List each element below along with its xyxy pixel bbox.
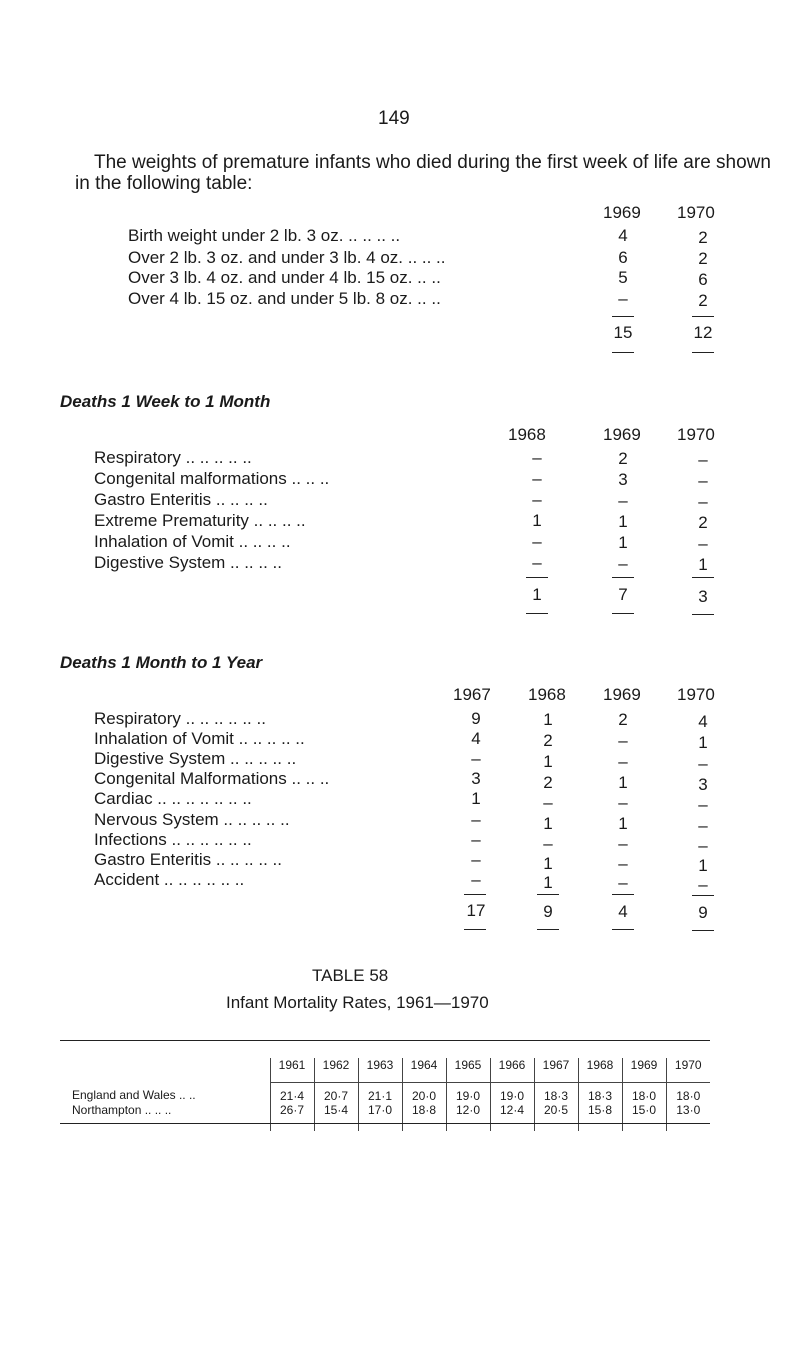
year-header: 1969: [603, 425, 641, 444]
row-label: Digestive System .. .. .. ..: [94, 553, 282, 572]
total-value: 4: [618, 902, 628, 921]
total-rule: [464, 894, 486, 895]
year-header: 1966: [490, 1058, 534, 1082]
cell-value: –: [618, 873, 628, 892]
table-header-row: [60, 1058, 710, 1082]
cell-value: 1: [543, 710, 553, 729]
cell-value: 4: [471, 729, 481, 748]
cell-value: 1: [471, 789, 481, 808]
weights-value: –: [618, 289, 628, 308]
header-blank: [60, 1058, 270, 1082]
row-label: Respiratory .. .. .. .. .. ..: [94, 709, 266, 728]
total-rule: [692, 895, 714, 896]
total-rule: [464, 929, 486, 930]
cell-value: –: [698, 754, 708, 773]
section-heading: Deaths 1 Month to 1 Year: [60, 653, 263, 672]
infant-mortality-table: [60, 1058, 710, 1131]
cell-value: –: [618, 554, 628, 573]
rate-value: 20·7: [314, 1082, 358, 1103]
cell-value: 4: [698, 712, 708, 731]
cell-value: 3: [618, 470, 628, 489]
total-value: 9: [543, 902, 553, 921]
cell-value: 9: [471, 709, 481, 728]
row-label: Accident .. .. .. .. .. ..: [94, 870, 245, 889]
rate-value: 18·8: [402, 1103, 446, 1131]
cell-value: 1: [698, 856, 708, 875]
total-rule: [692, 352, 714, 353]
weights-total: 15: [613, 323, 633, 342]
cell-value: –: [471, 870, 481, 889]
table-bottom-rule: [60, 1123, 710, 1124]
cell-value: 3: [471, 769, 481, 788]
cell-value: 1: [618, 773, 628, 792]
cell-value: –: [471, 850, 481, 869]
total-rule: [612, 613, 634, 614]
rate-value: 12·4: [490, 1103, 534, 1131]
row-label: Extreme Prematurity .. .. .. ..: [94, 511, 306, 530]
total-value: 17: [466, 901, 486, 920]
row-label: Digestive System .. .. .. .. ..: [94, 749, 297, 768]
rate-value: 20·5: [534, 1103, 578, 1131]
cell-value: –: [698, 450, 708, 469]
rate-value: 19·0: [446, 1082, 490, 1103]
cell-value: 1: [698, 555, 708, 574]
cell-value: –: [698, 836, 708, 855]
weights-row-label: Over 4 lb. 15 oz. and under 5 lb. 8 oz. .. ..: [128, 289, 441, 308]
cell-value: 2: [543, 731, 553, 750]
year-header: 1970: [666, 1058, 710, 1082]
total-value: 3: [698, 587, 708, 606]
rate-value: 18·0: [622, 1082, 666, 1103]
rate-value: 18·3: [534, 1082, 578, 1103]
cell-value: –: [471, 749, 481, 768]
row-label: Northampton .. .. ..: [72, 1102, 172, 1117]
table-row: [60, 1082, 710, 1103]
rate-value: 18·0: [666, 1082, 710, 1103]
weights-row-label: Over 3 lb. 4 oz. and under 4 lb. 15 oz. .. ..: [128, 268, 441, 287]
year-header: 1970: [677, 425, 715, 444]
cell-value: –: [698, 534, 708, 553]
rate-value: 13·0: [666, 1103, 710, 1131]
rate-value: 26·7: [270, 1103, 314, 1131]
year-header: 1970: [677, 685, 715, 704]
row-label: Inhalation of Vomit .. .. .. ..: [94, 532, 291, 551]
rate-value: 15·8: [578, 1103, 622, 1131]
total-rule: [526, 613, 548, 614]
rate-value: 12·0: [446, 1103, 490, 1131]
year-header: 1968: [508, 425, 546, 444]
table-top-rule: [60, 1040, 710, 1041]
weights-year-header: 1970: [677, 203, 715, 222]
row-label: Gastro Enteritis .. .. .. ..: [94, 490, 268, 509]
cell-value: –: [543, 793, 553, 812]
cell-value: 2: [618, 449, 628, 468]
row-label: Respiratory .. .. .. .. ..: [94, 448, 252, 467]
cell-value: –: [618, 854, 628, 873]
table-row: [60, 1103, 710, 1131]
cell-value: 1: [543, 814, 553, 833]
cell-value: –: [532, 469, 542, 488]
total-value: 9: [698, 903, 708, 922]
cell-value: –: [618, 793, 628, 812]
weights-value: 2: [698, 228, 708, 247]
year-header: 1967: [453, 685, 491, 704]
total-rule: [537, 894, 559, 895]
total-rule: [537, 929, 559, 930]
cell-value: –: [698, 795, 708, 814]
row-label: Infections .. .. .. .. .. ..: [94, 830, 252, 849]
cell-value: 1: [618, 814, 628, 833]
total-rule: [612, 577, 634, 578]
rate-value: 15·4: [314, 1103, 358, 1131]
total-rule: [612, 352, 634, 353]
total-rule: [692, 316, 714, 317]
total-rule: [692, 614, 714, 615]
table-title: Infant Mortality Rates, 1961—1970: [226, 993, 489, 1012]
cell-value: 1: [543, 854, 553, 873]
year-header: 1965: [446, 1058, 490, 1082]
year-header: 1963: [358, 1058, 402, 1082]
row-label: Nervous System .. .. .. .. ..: [94, 810, 290, 829]
cell-value: –: [532, 532, 542, 551]
row-label: Gastro Enteritis .. .. .. .. ..: [94, 850, 282, 869]
cell-value: 2: [618, 710, 628, 729]
year-header: 1964: [402, 1058, 446, 1082]
cell-value: –: [698, 816, 708, 835]
total-value: 7: [618, 585, 628, 604]
cell-value: –: [471, 810, 481, 829]
row-label: Congenital Malformations .. .. ..: [94, 769, 330, 788]
total-value: 1: [532, 585, 542, 604]
rate-value: 15·0: [622, 1103, 666, 1131]
total-rule: [612, 929, 634, 930]
cell-value: –: [698, 471, 708, 490]
year-header: 1969: [622, 1058, 666, 1082]
weights-value: 6: [618, 248, 628, 267]
year-header: 1969: [603, 685, 641, 704]
weights-value: 4: [618, 226, 628, 245]
weights-total: 12: [693, 323, 713, 342]
weights-row-label: Over 2 lb. 3 oz. and under 3 lb. 4 oz. .. .. ..: [128, 248, 446, 267]
rate-value: 18·3: [578, 1082, 622, 1103]
rate-value: 20·0: [402, 1082, 446, 1103]
weights-year-header: 1969: [603, 203, 641, 222]
section-heading: Deaths 1 Week to 1 Month: [60, 392, 271, 411]
total-rule: [612, 894, 634, 895]
row-label: Congenital malformations .. .. ..: [94, 469, 330, 488]
weights-value: 2: [698, 291, 708, 310]
cell-value: –: [532, 490, 542, 509]
cell-value: 1: [532, 511, 542, 530]
year-header: 1967: [534, 1058, 578, 1082]
cell-value: 2: [698, 513, 708, 532]
cell-value: –: [698, 492, 708, 511]
rate-value: 21·4: [270, 1082, 314, 1103]
cell-value: 3: [698, 775, 708, 794]
weights-row-label: Birth weight under 2 lb. 3 oz. .. .. .. ..: [128, 226, 401, 245]
year-header: 1962: [314, 1058, 358, 1082]
cell-value: –: [471, 830, 481, 849]
cell-value: –: [618, 834, 628, 853]
cell-value: –: [618, 491, 628, 510]
year-header: 1961: [270, 1058, 314, 1082]
total-rule: [526, 577, 548, 578]
cell-value: –: [618, 752, 628, 771]
cell-value: 2: [543, 773, 553, 792]
cell-value: –: [618, 731, 628, 750]
rate-value: 21·1: [358, 1082, 402, 1103]
total-rule: [692, 930, 714, 931]
cell-value: –: [532, 553, 542, 572]
year-header: 1968: [578, 1058, 622, 1082]
intro-line-2: in the following table:: [75, 173, 253, 194]
row-label: Inhalation of Vomit .. .. .. .. ..: [94, 729, 305, 748]
cell-value: –: [543, 834, 553, 853]
page-number: 149: [378, 108, 410, 129]
cell-value: –: [698, 875, 708, 894]
row-label: England and Wales .. ..: [72, 1088, 196, 1102]
cell-value: 1: [618, 512, 628, 531]
weights-value: 2: [698, 249, 708, 268]
cell-value: 1: [543, 873, 553, 892]
rate-value: 17·0: [358, 1103, 402, 1131]
year-header: 1968: [528, 685, 566, 704]
rate-value: 19·0: [490, 1082, 534, 1103]
row-label: Cardiac .. .. .. .. .. .. ..: [94, 789, 252, 808]
total-rule: [692, 577, 714, 578]
intro-line-1: The weights of premature infants who died during the first week of life are shown: [94, 152, 771, 173]
total-rule: [612, 316, 634, 317]
cell-value: –: [532, 448, 542, 467]
table-number: TABLE 58: [312, 966, 389, 985]
cell-value: 1: [618, 533, 628, 552]
cell-value: 1: [698, 733, 708, 752]
weights-value: 6: [698, 270, 708, 289]
weights-value: 5: [618, 268, 628, 287]
cell-value: 1: [543, 752, 553, 771]
